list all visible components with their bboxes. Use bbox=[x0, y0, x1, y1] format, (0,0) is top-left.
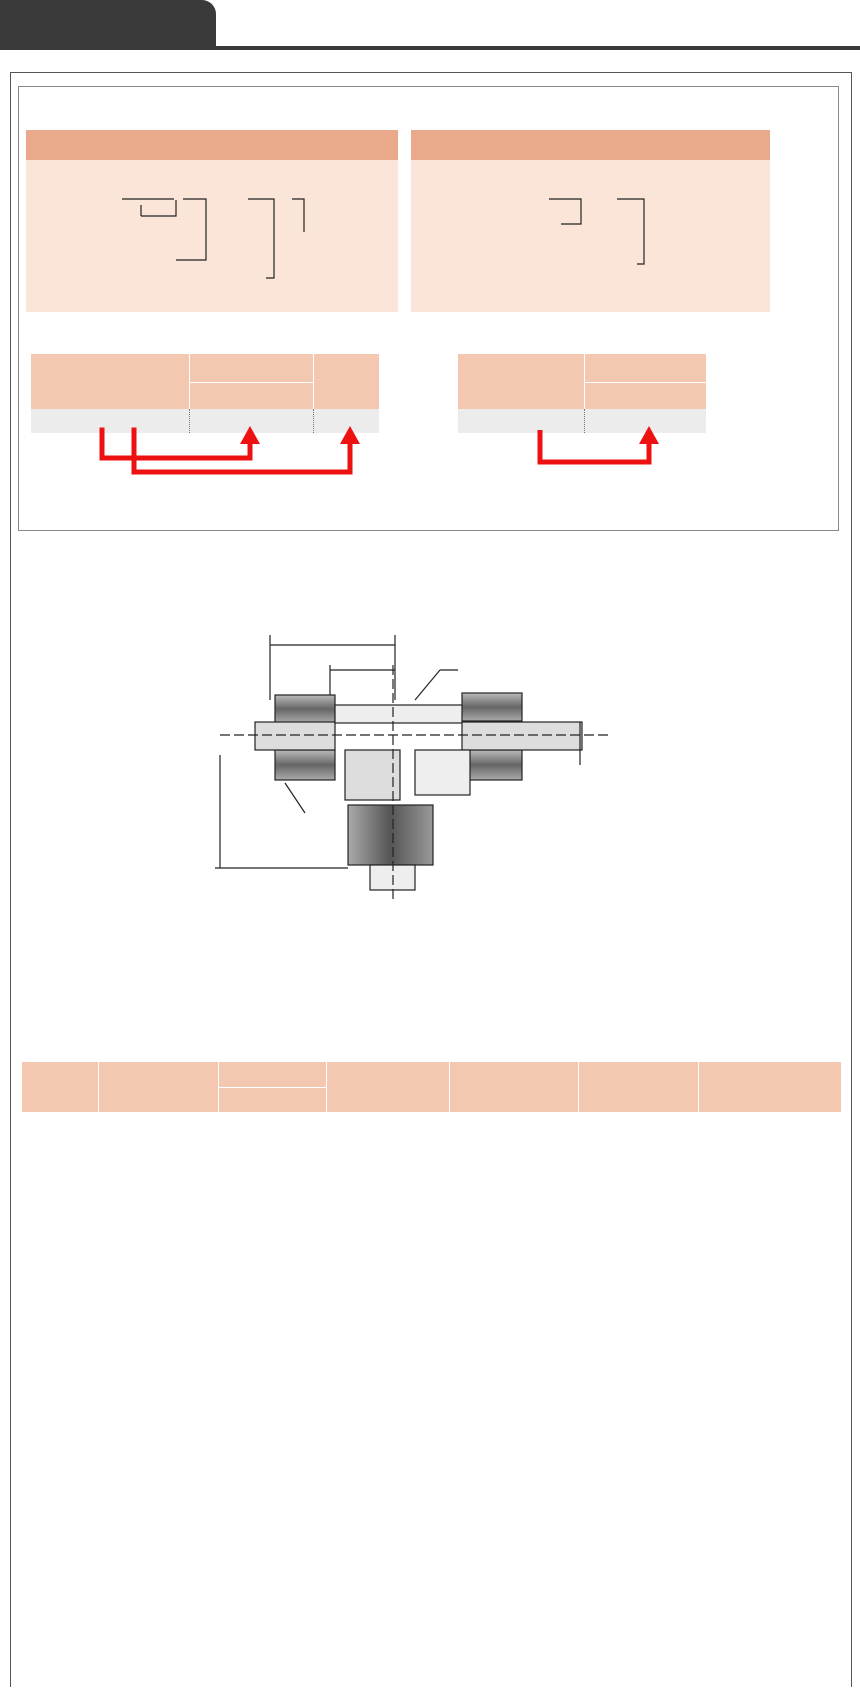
th-d bbox=[219, 1088, 327, 1113]
col-tube-od bbox=[585, 354, 707, 383]
col-d bbox=[585, 383, 707, 410]
col-t bbox=[314, 354, 380, 409]
th-H bbox=[450, 1062, 579, 1112]
th-part-no bbox=[99, 1062, 219, 1112]
col-tube-od bbox=[190, 354, 314, 383]
example2-title bbox=[411, 130, 770, 160]
sample2-arrow bbox=[530, 420, 670, 470]
size-table bbox=[22, 1062, 842, 1112]
example2-leader-lines bbox=[411, 160, 770, 312]
th-h bbox=[327, 1062, 450, 1112]
header-rule bbox=[0, 46, 860, 50]
col-d bbox=[190, 383, 314, 410]
th-tube-od bbox=[219, 1062, 327, 1088]
sample1-arrows bbox=[60, 420, 380, 480]
example1-title bbox=[26, 130, 398, 160]
th-l bbox=[699, 1062, 842, 1112]
union-tee-drawing bbox=[200, 625, 630, 955]
th-L bbox=[579, 1062, 699, 1112]
col-part-no bbox=[31, 354, 190, 409]
col-part-no bbox=[458, 354, 585, 409]
th-series bbox=[22, 1062, 99, 1112]
section-header bbox=[0, 0, 216, 50]
example1-leader-lines bbox=[26, 160, 398, 312]
